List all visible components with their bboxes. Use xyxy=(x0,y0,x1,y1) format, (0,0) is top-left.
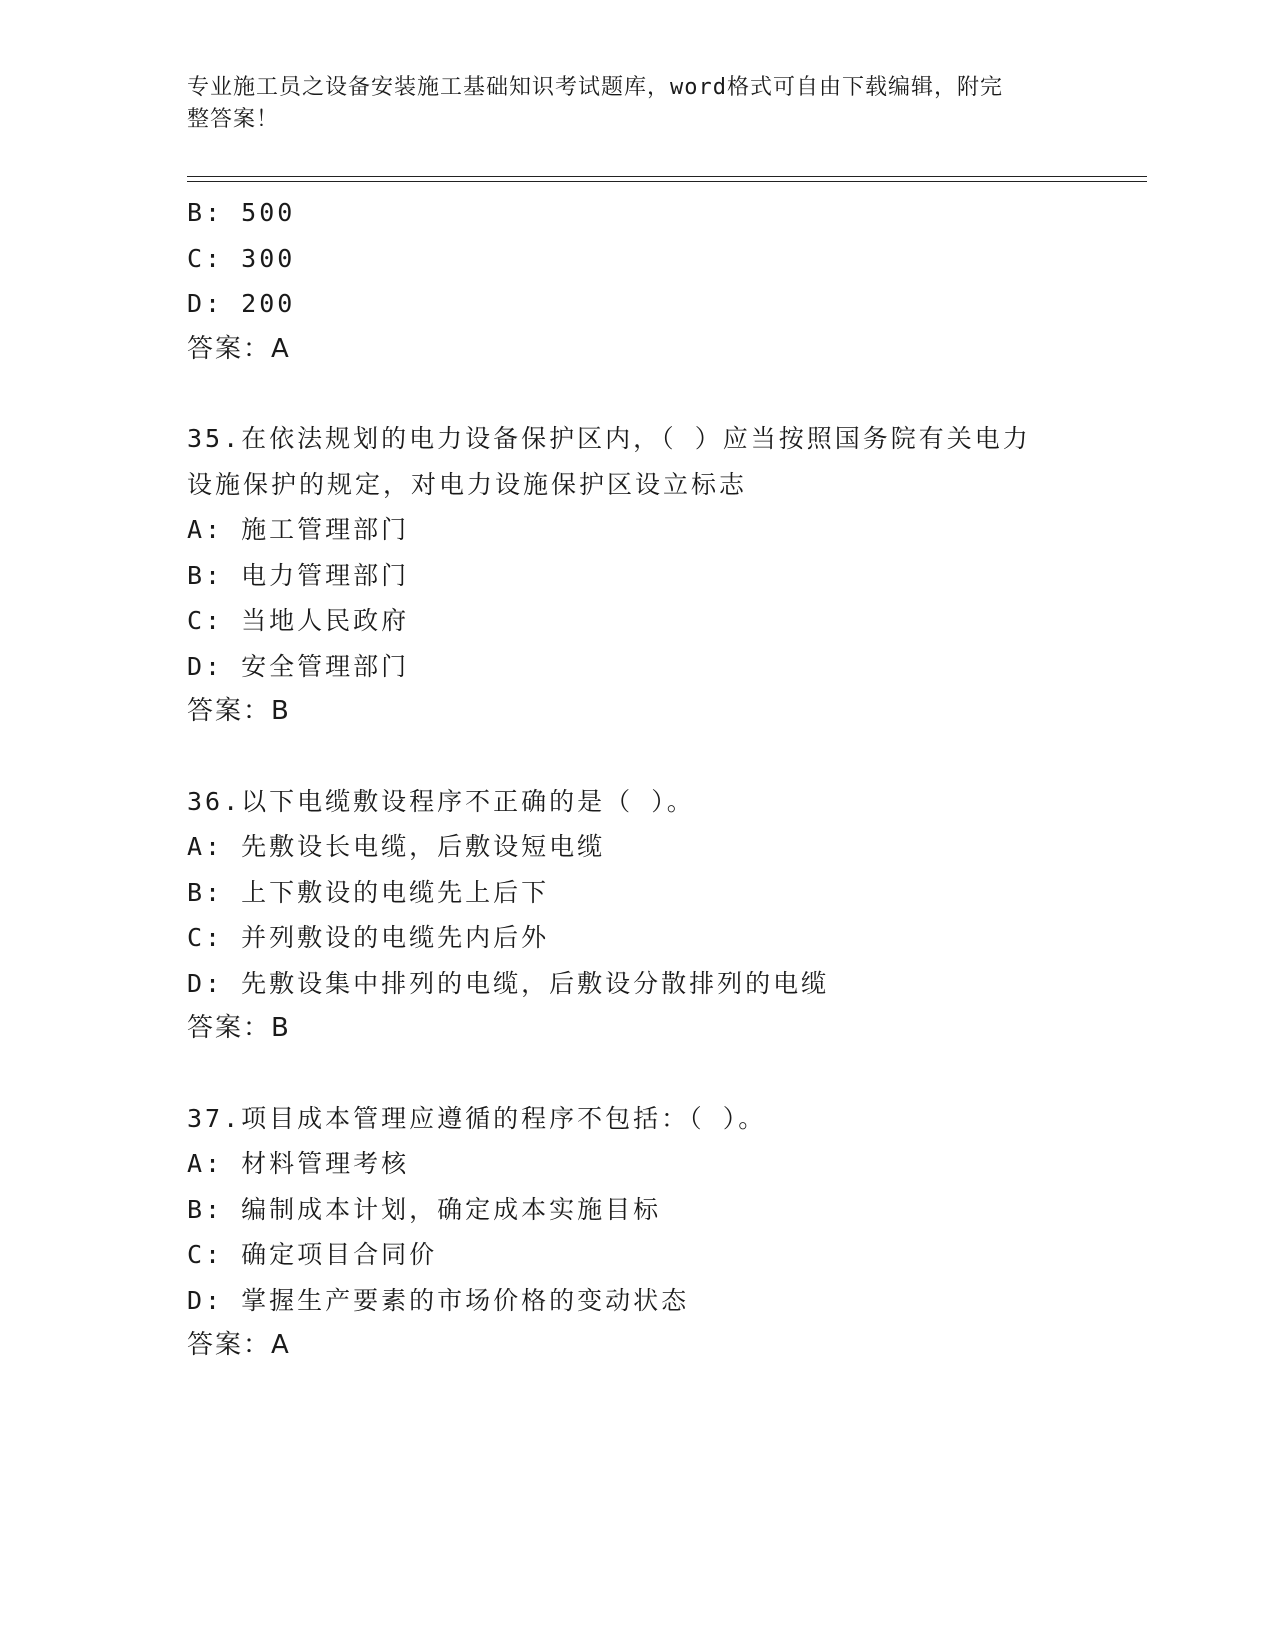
question-stem: 37.项目成本管理应遵循的程序不包括：（ ）。 xyxy=(187,1103,767,1133)
question-stem: 36.以下电缆敷设程序不正确的是（ ）。 xyxy=(187,786,695,816)
option-b: B: 500 xyxy=(187,198,296,227)
option-c: C: 确定项目合同价 xyxy=(187,1240,438,1269)
question-34-continued xyxy=(187,190,1087,372)
answer-line: 答案：A xyxy=(187,1330,291,1360)
question-stem: 35.在依法规划的电力设备保护区内，（ ）应当按照国务院有关电力 xyxy=(187,424,1031,453)
question-36 xyxy=(187,779,1087,1052)
option-a: A: 施工管理部门 xyxy=(187,515,410,544)
question-list xyxy=(187,190,1087,1369)
option-c: C: 300 xyxy=(187,243,296,273)
option-d: D: 200 xyxy=(187,289,296,318)
option-d: D: 掌握生产要素的市场价格的变动状态 xyxy=(187,1285,690,1315)
answer-line: 答案：B xyxy=(187,696,291,726)
header-divider xyxy=(187,176,1147,182)
option-d: D: 先敷设集中排列的电缆，后敷设分散排列的电缆 xyxy=(187,968,830,998)
option-a: A: 材料管理考核 xyxy=(187,1149,410,1178)
answer-line: 答案：A xyxy=(187,333,291,364)
header-line-2: 整答案！ xyxy=(187,107,280,132)
option-b: B: 上下敷设的电缆先上后下 xyxy=(187,877,550,907)
answer-line: 答案：B xyxy=(187,1013,291,1043)
option-b: B: 电力管理部门 xyxy=(187,560,410,590)
question-37 xyxy=(187,1096,1087,1369)
header-line-1: 专业施工员之设备安装施工基础知识考试题库，word格式可自由下载编辑，附完 xyxy=(187,75,1003,100)
document-header xyxy=(187,72,1067,136)
spacer xyxy=(187,1052,1087,1096)
spacer xyxy=(187,372,1087,416)
option-c: C: 当地人民政府 xyxy=(187,606,410,635)
option-b: B: 编制成本计划，确定成本实施目标 xyxy=(187,1194,662,1224)
option-d: D: 安全管理部门 xyxy=(187,651,410,681)
spacer xyxy=(187,735,1087,779)
question-stem: 设施保护的规定，对电力设施保护区设立标志 xyxy=(187,469,748,499)
question-35 xyxy=(187,416,1087,735)
option-c: C: 并列敷设的电缆先内后外 xyxy=(187,923,550,952)
option-a: A: 先敷设长电缆，后敷设短电缆 xyxy=(187,832,606,861)
